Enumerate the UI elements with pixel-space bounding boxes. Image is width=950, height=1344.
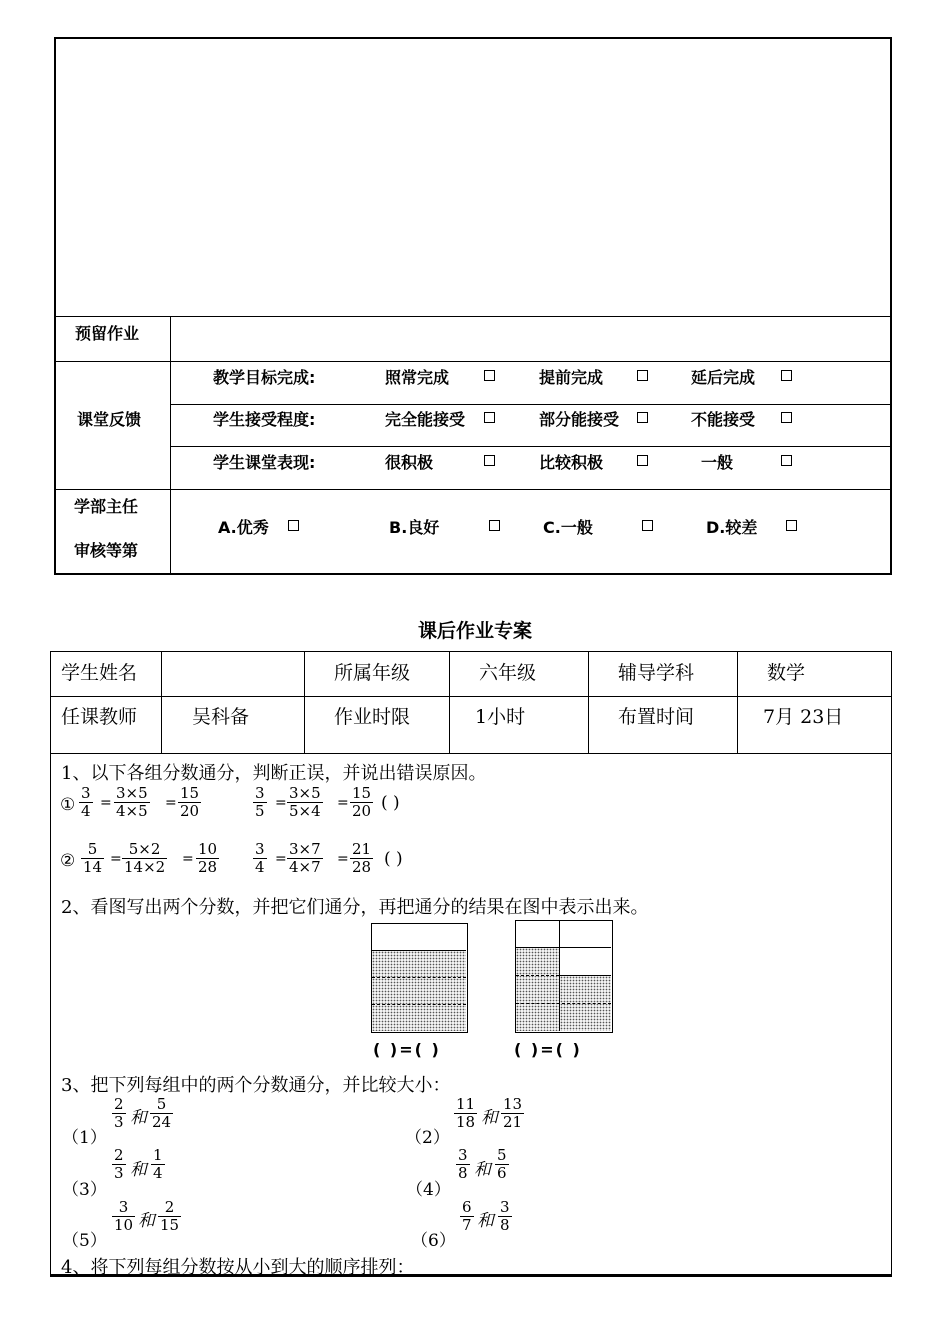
- figure-dashed-line: [516, 1003, 611, 1004]
- fraction: $\frac{6}{7}$: [462, 1198, 472, 1234]
- homework-table: [50, 651, 892, 1277]
- question-1: 1、以下各组分数通分，判断正误，并说出错误原因。: [61, 763, 487, 784]
- item-number: （4）: [406, 1180, 451, 1200]
- checkbox[interactable]: [637, 412, 648, 423]
- row-divider: [56, 316, 890, 317]
- row-divider: [56, 489, 890, 490]
- option-label: 完全能接受: [385, 410, 466, 429]
- assign-time-value: 7月 23日: [763, 706, 844, 728]
- fraction: $\frac{3}{8}$: [458, 1146, 468, 1182]
- time-limit-label: 作业时限: [334, 706, 411, 728]
- fraction: $\frac{2}{3}$: [114, 1095, 124, 1131]
- teacher-value: 吴科备: [192, 706, 250, 728]
- fraction: $\frac{3\times 7}{4\times 7}$: [289, 840, 321, 876]
- review-label-line2: 审核等第: [74, 541, 139, 560]
- and-word: 和: [130, 1160, 147, 1180]
- fraction: $\frac{3}{4}$: [255, 840, 265, 876]
- fraction: $\frac{15}{20}$: [180, 784, 200, 820]
- and-word: 和: [130, 1108, 147, 1128]
- checkbox[interactable]: [781, 412, 792, 423]
- assign-time-label: 布置时间: [618, 706, 695, 728]
- fraction-figure-left: [371, 923, 468, 1033]
- time-limit-value: 1小时: [475, 706, 526, 728]
- fraction: $\frac{3}{5}$: [255, 784, 265, 820]
- page-title: 课后作业专案: [417, 620, 532, 642]
- row-divider: [171, 446, 890, 447]
- checkbox[interactable]: [642, 520, 653, 531]
- row-divider: [171, 404, 890, 405]
- fraction: $\frac{3}{4}$: [81, 784, 91, 820]
- equals-sign: =: [337, 795, 349, 811]
- option-label: 延后完成: [691, 368, 756, 387]
- equals-sign: =: [110, 851, 122, 867]
- fraction: $\frac{3\times 5}{4\times 5}$: [116, 784, 148, 820]
- and-word: 和: [474, 1160, 491, 1180]
- question-3: 3、把下列每组中的两个分数通分，并比较大小：: [61, 1075, 451, 1096]
- grade-label: 所属年级: [334, 662, 411, 684]
- question-4: 4、将下列每组分数按从小到大的顺序排列：: [61, 1257, 415, 1278]
- equals-sign: =: [182, 851, 194, 867]
- fraction: $\frac{5}{24}$: [152, 1095, 172, 1131]
- student-name-label: 学生姓名: [61, 662, 138, 684]
- checkbox[interactable]: [489, 520, 500, 531]
- item-number: （3）: [62, 1180, 107, 1200]
- fraction: $\frac{5\times 2}{14\times 2}$: [124, 840, 166, 876]
- circle-number: ①: [60, 795, 76, 815]
- checkbox[interactable]: [484, 455, 495, 466]
- grade-option: D.较差: [706, 518, 758, 537]
- fraction: $\frac{10}{28}$: [198, 840, 218, 876]
- circle-number: ②: [60, 851, 76, 871]
- figure-divider: [516, 947, 611, 948]
- figure-part-shaded: [372, 951, 466, 1031]
- figure-dashed-line: [372, 1004, 466, 1005]
- equals-sign: =: [275, 851, 287, 867]
- checkbox[interactable]: [786, 520, 797, 531]
- fraction: $\frac{2}{3}$: [114, 1146, 124, 1182]
- checkbox[interactable]: [637, 455, 648, 466]
- figure-caption-left[interactable]: ( )=( ): [373, 1040, 441, 1059]
- column-divider: [304, 652, 305, 753]
- row-divider: [51, 753, 891, 754]
- fraction: $\frac{3}{8}$: [500, 1198, 510, 1234]
- column-divider: [161, 652, 162, 753]
- fraction: $\frac{3\times 5}{5\times 4}$: [289, 784, 321, 820]
- row-divider: [51, 696, 891, 697]
- option-label: 提前完成: [539, 368, 604, 387]
- checkbox[interactable]: [637, 370, 648, 381]
- figure-divider: [559, 975, 611, 976]
- classroom-record-table: [54, 37, 892, 575]
- and-word: 和: [138, 1211, 155, 1231]
- checkbox[interactable]: [484, 412, 495, 423]
- checkbox[interactable]: [781, 370, 792, 381]
- option-label: 照常完成: [385, 368, 450, 387]
- homework-label: 预留作业: [75, 324, 140, 343]
- grade-value: 六年级: [479, 662, 537, 684]
- figure-dashed-line: [372, 977, 466, 978]
- column-divider: [170, 316, 171, 573]
- answer-blank[interactable]: ( ): [381, 793, 400, 813]
- column-divider: [588, 652, 589, 753]
- option-label: 比较积极: [539, 453, 604, 472]
- equals-sign: =: [275, 795, 287, 811]
- equals-sign: =: [337, 851, 349, 867]
- fraction: $\frac{3}{10}$: [114, 1198, 134, 1234]
- figure-part-blank: [372, 924, 466, 951]
- figure-divider: [559, 921, 560, 1031]
- subject-value: 数学: [767, 662, 806, 684]
- checkbox[interactable]: [781, 455, 792, 466]
- fraction: $\frac{1}{4}$: [153, 1146, 163, 1182]
- checkbox[interactable]: [288, 520, 299, 531]
- checkbox[interactable]: [484, 370, 495, 381]
- option-label: 很积极: [385, 453, 434, 472]
- feedback-row-label: 学生课堂表现:: [213, 453, 316, 472]
- column-divider: [449, 652, 450, 753]
- fraction: $\frac{11}{18}$: [456, 1095, 476, 1131]
- figure-caption-right[interactable]: ( )=( ): [514, 1040, 582, 1059]
- feedback-row-label: 学生接受程度:: [213, 410, 316, 429]
- item-number: （6）: [411, 1231, 456, 1251]
- grade-option: C.一般: [543, 518, 593, 537]
- and-word: 和: [481, 1108, 498, 1128]
- fraction: $\frac{5}{6}$: [497, 1146, 507, 1182]
- fraction: $\frac{21}{28}$: [352, 840, 372, 876]
- fraction-figure-right: [515, 920, 613, 1033]
- review-label-line1: 学部主任: [74, 497, 139, 516]
- item-number: （5）: [62, 1231, 107, 1251]
- option-label: 部分能接受: [539, 410, 620, 429]
- fraction: $\frac{13}{21}$: [503, 1095, 523, 1131]
- figure-dashed-line: [516, 975, 559, 976]
- answer-blank[interactable]: ( ): [384, 849, 403, 869]
- column-divider: [737, 652, 738, 753]
- equals-sign: =: [100, 795, 112, 811]
- fraction: $\frac{2}{15}$: [160, 1198, 180, 1234]
- feedback-row-label: 教学目标完成:: [213, 368, 316, 387]
- grade-option: A.优秀: [218, 518, 269, 537]
- option-label: 一般: [701, 453, 734, 472]
- grade-option: B.良好: [389, 518, 440, 537]
- subject-label: 辅导学科: [618, 662, 695, 684]
- feedback-label: 课堂反馈: [77, 410, 142, 429]
- option-label: 不能接受: [691, 410, 756, 429]
- and-word: 和: [477, 1211, 494, 1231]
- figure-part-shaded: [516, 948, 559, 1031]
- fraction: $\frac{15}{20}$: [352, 784, 372, 820]
- fraction: $\frac{5}{14}$: [83, 840, 103, 876]
- row-divider: [56, 361, 890, 362]
- equals-sign: =: [165, 795, 177, 811]
- teacher-label: 任课教师: [61, 706, 138, 728]
- item-number: （2）: [405, 1128, 450, 1148]
- question-2: 2、看图写出两个分数，并把它们通分，再把通分的结果在图中表示出来。: [61, 897, 649, 918]
- item-number: （1）: [62, 1128, 107, 1148]
